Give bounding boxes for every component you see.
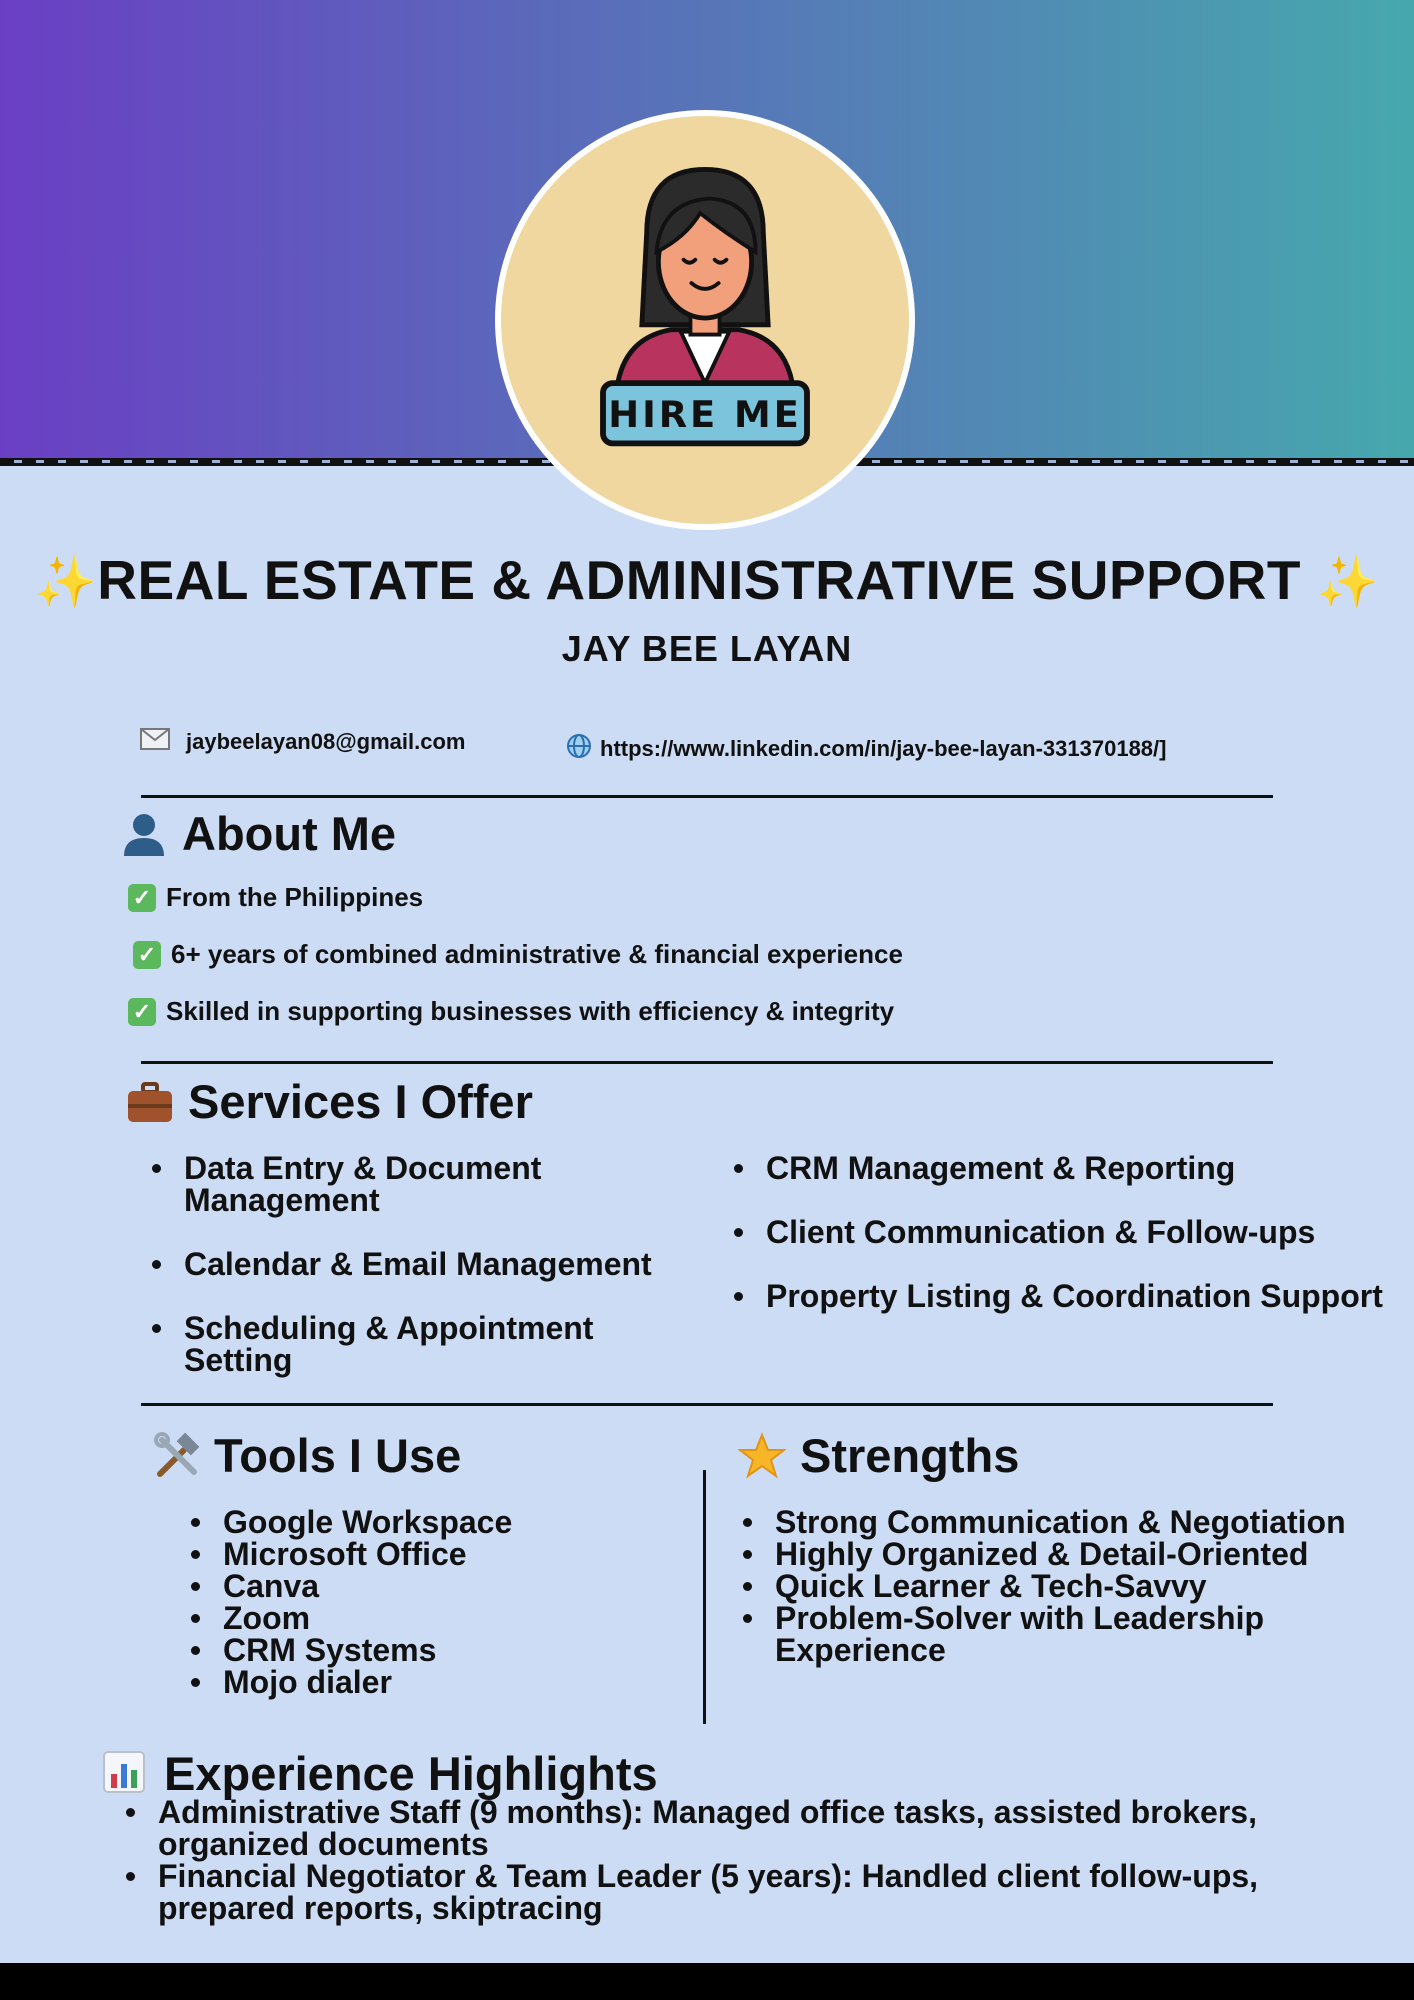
- column-divider: [703, 1470, 706, 1724]
- hire-me-badge-text: HIRE ME: [608, 392, 802, 436]
- list-item: Zoom: [187, 1602, 667, 1634]
- divider: [141, 1061, 1273, 1064]
- list-item: Scheduling & Appointment Setting: [148, 1312, 708, 1376]
- divider: [141, 1403, 1273, 1406]
- about-item-text: 6+ years of combined administrative & financial experience: [171, 939, 903, 969]
- about-item: [128, 996, 894, 1027]
- about-item-text: From the Philippines: [166, 882, 424, 912]
- person-name: JAY BEE LAYAN: [561, 628, 853, 669]
- about-heading: [120, 806, 396, 861]
- list-item: Highly Organized & Detail-Oriented: [739, 1538, 1409, 1570]
- sparkle-icon: ✨: [34, 554, 98, 610]
- footer-bar: [0, 1963, 1414, 2000]
- person-silhouette-icon: [120, 810, 168, 858]
- experience-heading-text: Experience Highlights: [164, 1747, 658, 1800]
- strengths-heading: [738, 1428, 1019, 1483]
- list-item: Financial Negotiator & Team Leader (5 years): Handled client follow-ups, prepared reports, skiptracing: [122, 1860, 1402, 1924]
- list-item: Google Workspace: [187, 1506, 667, 1538]
- avatar-illustration: [501, 116, 909, 524]
- briefcase-icon: [126, 1078, 174, 1126]
- experience-list: [122, 1796, 1402, 1924]
- list-item: CRM Systems: [187, 1634, 667, 1666]
- list-item: Data Entry & Document Management: [148, 1152, 708, 1216]
- about-heading-text: About Me: [182, 807, 397, 860]
- list-item: Microsoft Office: [187, 1538, 667, 1570]
- contact-linkedin: [566, 733, 1166, 765]
- globe-icon: [566, 733, 592, 765]
- list-item: Mojo dialer: [187, 1666, 667, 1698]
- list-item: Administrative Staff (9 months): Managed office tasks, assisted brokers, organized documents: [122, 1796, 1402, 1860]
- list-item: Quick Learner & Tech-Savvy: [739, 1570, 1409, 1602]
- tools-list: [187, 1506, 667, 1698]
- envelope-icon: [140, 728, 170, 756]
- list-item: Property Listing & Coordination Support: [730, 1280, 1390, 1312]
- list-item: Problem-Solver with Leadership Experience: [739, 1602, 1409, 1666]
- about-item: [133, 939, 903, 970]
- tools-heading: [152, 1428, 461, 1483]
- tools-heading-text: Tools I Use: [214, 1429, 462, 1482]
- checkmark-icon: ✓: [133, 941, 161, 969]
- list-item: Calendar & Email Management: [148, 1248, 708, 1280]
- sparkle-icon: ✨: [1316, 554, 1380, 610]
- services-heading: [126, 1074, 533, 1129]
- about-item-text: Skilled in supporting businesses with efficiency & integrity: [166, 996, 895, 1026]
- avatar: [495, 110, 915, 530]
- services-list-right: [730, 1152, 1390, 1344]
- email-text[interactable]: jaybeelayan08@gmail.com: [186, 729, 466, 754]
- bar-chart-icon: [102, 1750, 150, 1798]
- list-item: Canva: [187, 1570, 667, 1602]
- page-title: [0, 548, 1414, 612]
- contact-email: [140, 728, 465, 756]
- list-item: CRM Management & Reporting: [730, 1152, 1390, 1184]
- list-item: Strong Communication & Negotiation: [739, 1506, 1409, 1538]
- hammer-wrench-icon: [152, 1432, 200, 1480]
- experience-heading: [102, 1746, 658, 1801]
- page-title-text: REAL ESTATE & ADMINISTRATIVE SUPPORT: [97, 549, 1301, 611]
- services-heading-text: Services I Offer: [188, 1075, 533, 1128]
- list-item: Client Communication & Follow-ups: [730, 1216, 1390, 1248]
- divider: [141, 795, 1273, 798]
- checkmark-icon: ✓: [128, 998, 156, 1026]
- about-item: [128, 882, 423, 913]
- star-icon: [738, 1432, 786, 1480]
- services-list-left: [148, 1152, 708, 1408]
- linkedin-link[interactable]: https://www.linkedin.com/in/jay-bee-layan-331370188/]: [600, 736, 1167, 761]
- strengths-list: [739, 1506, 1409, 1666]
- strengths-heading-text: Strengths: [800, 1429, 1020, 1482]
- checkmark-icon: ✓: [128, 884, 156, 912]
